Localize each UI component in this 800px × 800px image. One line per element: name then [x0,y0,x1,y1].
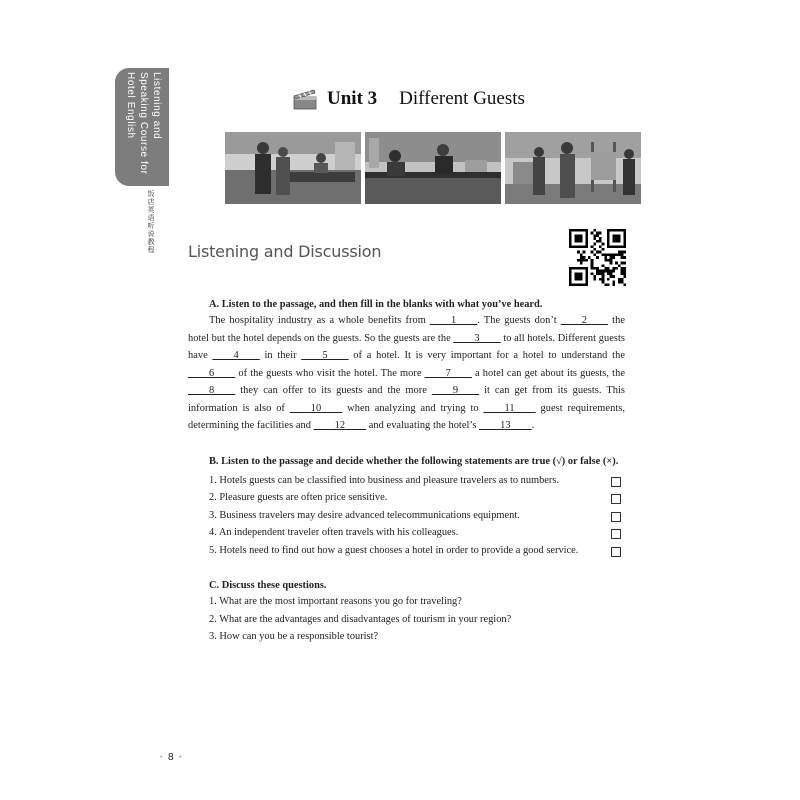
side-tab [115,68,169,186]
statement-text: 2. Pleasure guests are often price sensitive. [209,492,388,503]
page-number-value: 8 [168,752,174,763]
unit-name: Different Guests [399,88,525,109]
blank-field[interactable]: ____3____ [453,332,501,344]
blank-field[interactable]: ____13____ [479,420,532,431]
hotel-front-desk-photo [365,132,501,204]
blank-field[interactable]: ____7____ [424,367,472,379]
blank-field[interactable]: ____10____ [289,402,343,414]
passage-text: guest requirements, determining the facilities and [188,402,626,431]
passage-text: and evaluating the hotel’s [366,420,480,431]
passage-text: of a hotel. It is very important for a hotel to understand the [348,350,625,361]
statement-row [188,507,625,525]
question-list [188,593,625,646]
blank-field[interactable]: ____4____ [212,350,260,361]
statement-text: 3. Business travelers may desire advanced telecommunications equipment. [209,509,520,521]
statement-list [188,472,625,560]
statement-row [188,489,625,507]
answer-checkbox[interactable] [611,547,621,557]
answer-checkbox[interactable] [611,529,621,539]
unit-title [293,84,525,114]
unit-number: Unit 3 [327,88,378,109]
blank-field[interactable]: ____5____ [301,350,349,361]
blank-field[interactable]: ____1____ [430,315,478,326]
passage-text: when analyzing and trying to [342,402,484,414]
exercise-content [188,297,625,646]
passage-text: the hotel but the hotel depends on the guests. So the guests are the [188,315,625,344]
blank-field[interactable]: ____2____ [560,315,609,326]
passage-text: in their [259,350,302,361]
hotel-reception-photo [225,132,361,204]
statement-row [188,542,625,560]
page-number: • 8 • [160,752,182,763]
discussion-question: 2. What are the advantages and disadvantages of tourism in your region? [209,613,512,625]
fill-in-passage [188,312,625,435]
answer-checkbox[interactable] [611,512,621,522]
passage-text: . [531,420,535,431]
answer-checkbox[interactable] [611,477,621,487]
blank-field[interactable]: ____12____ [313,420,367,431]
statement-row [188,472,625,490]
passage-text: . The guests don’t [477,315,561,326]
section-heading: Listening and Discussion [188,242,382,261]
exercise-a-heading: A. Listen to the passage, and then fill in the blanks with what you’ve heard. [209,299,543,310]
statement-row [188,524,625,542]
exercise-c-heading: C. Discuss these questions. [209,580,327,591]
passage-text: The hospitality industry as a whole benefits from [209,315,430,326]
hotel-lobby-photo [505,132,641,204]
discussion-question: 3. How can you be a responsible tourist? [209,631,379,642]
blank-field[interactable]: ____8____ [188,385,236,396]
qr-code-icon[interactable] [569,229,626,286]
exercise-b-heading: B. Listen to the passage and decide whether the following statements are true (√) or false (×). [209,455,619,467]
passage-text: it can get from its guests. This information is also of [188,385,625,414]
book-title-english: Listening and Speaking Course for Hotel English [125,72,162,175]
statement-text: 1. Hotels guests can be classified into business and pleasure travelers as to numbers. [209,474,560,486]
passage-text: they can offer to its guests and the more [235,385,432,396]
blank-field[interactable]: ____6____ [188,367,236,379]
discussion-question: 1. What are the most important reasons you go for traveling? [209,596,462,607]
statement-text: 4. An independent traveler often travels with his colleagues. [209,527,459,538]
photo-strip [225,132,641,204]
passage-text: to all hotels. Different guests have [188,332,625,361]
clapperboard-icon [293,88,317,110]
passage-text: of the guests who visit the hotel. The more [235,367,425,379]
blank-field[interactable]: ____9____ [431,385,480,396]
answer-checkbox[interactable] [611,494,621,504]
book-title-chinese: 饭店英语听说教程 [147,190,155,254]
statement-text: 5. Hotels need to find out how a guest chooses a hotel in order to provide a good service. [209,544,579,556]
blank-field[interactable]: ____11____ [483,402,536,414]
passage-text: a hotel can get about its guests, the [471,367,625,379]
